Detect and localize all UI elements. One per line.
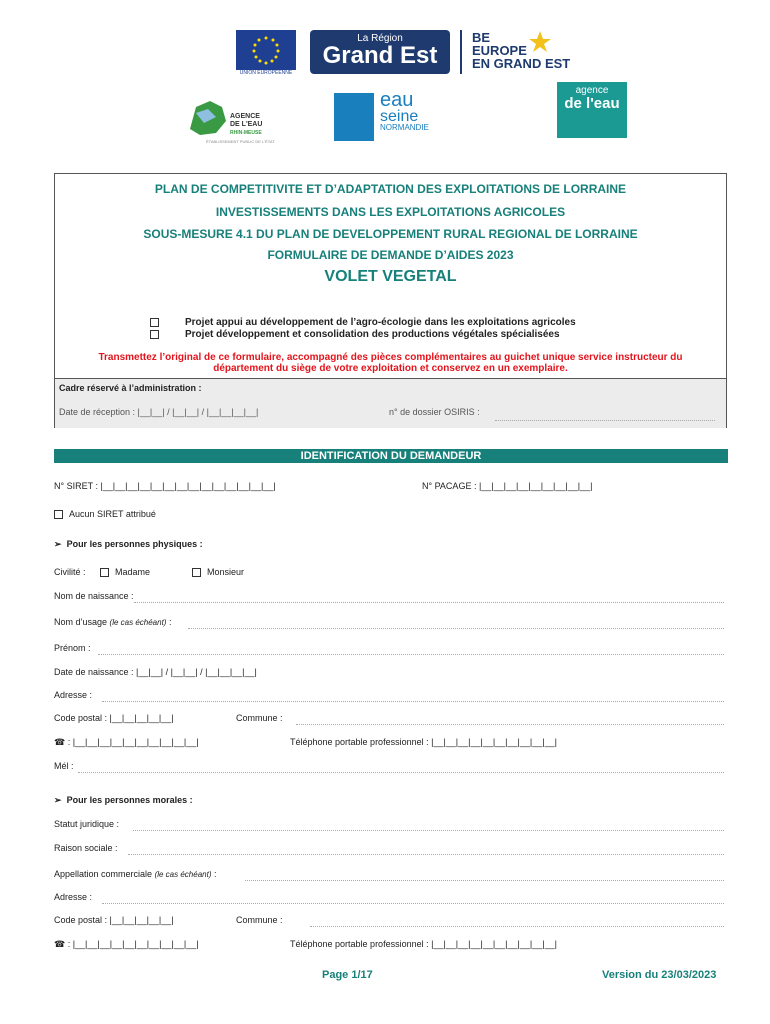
appellation-hint: (le cas échéant) xyxy=(154,870,212,879)
version-date: Version du 23/03/2023 xyxy=(602,969,717,981)
adresse-label: Adresse : xyxy=(54,690,93,700)
telephone-field[interactable]: ☎ : |__|__|__|__|__|__|__|__|__|__| xyxy=(54,737,199,747)
agence-eau-logo xyxy=(557,82,627,138)
monsieur-label: Monsieur xyxy=(207,567,245,577)
section-title: IDENTIFICATION DU DEMANDEUR xyxy=(54,449,728,463)
commune-input[interactable] xyxy=(296,723,724,725)
eau-seine-line: seine xyxy=(380,108,419,125)
grand-est-line1: La Région xyxy=(357,33,403,44)
monsieur-option[interactable] xyxy=(192,567,244,577)
telephone2-field[interactable]: ☎ : |__|__|__|__|__|__|__|__|__|__| xyxy=(54,939,199,949)
aucun-siret-option[interactable] xyxy=(54,509,156,519)
title-box xyxy=(54,173,727,428)
instruction-line-2: département du siège de votre exploitation et conservez en un exemplaire. xyxy=(213,363,568,374)
nom-naissance-label: Nom de naissance : xyxy=(54,591,134,601)
mel-input[interactable] xyxy=(78,771,724,773)
admin-date-reception: Date de réception : |__|__| / |__|__| / |__|__|__|__| xyxy=(59,407,259,417)
arrow-bullet-icon: ➢ xyxy=(54,539,62,549)
grand-est-line2: Grand Est xyxy=(322,42,438,69)
option-vegetales[interactable] xyxy=(150,329,560,340)
agence-eau-line: de l'eau xyxy=(564,95,620,112)
checkbox-icon[interactable] xyxy=(100,568,109,577)
logo-row xyxy=(0,0,770,150)
eu-flag-logo xyxy=(236,30,296,70)
raison-input[interactable] xyxy=(128,853,724,855)
commune2-label: Commune : xyxy=(236,915,283,925)
grand-est-logo xyxy=(310,30,450,74)
appellation-text: Appellation commerciale xyxy=(54,869,153,879)
civilite-label: Civilité : xyxy=(54,567,86,577)
checkbox-icon[interactable] xyxy=(150,318,159,327)
appellation-label: Appellation commerciale (le cas échéant) : xyxy=(54,869,217,879)
dossier-input-line[interactable] xyxy=(495,419,715,421)
option-agroecologie[interactable] xyxy=(150,317,576,328)
appellation-input[interactable] xyxy=(245,879,724,881)
eu-caption: UNION EUROPÉENNE xyxy=(239,70,293,76)
agence-rhin-sub: ÉTABLISSEMENT PUBLIC DE L'ÉTAT xyxy=(206,139,275,144)
title-line-3: SOUS-MESURE 4.1 DU PLAN DE DEVELOPPEMENT RURAL REGIONAL DE LORRAINE xyxy=(143,227,638,241)
admin-dossier-label: n° de dossier OSIRIS : xyxy=(389,407,480,417)
eau-seine-line: eau xyxy=(380,89,414,111)
date-naissance-field[interactable]: Date de naissance : |__|__| / |__|__| / |__|__|__|__| xyxy=(54,667,257,677)
checkbox-icon[interactable] xyxy=(150,330,159,339)
prenom-label: Prénom : xyxy=(54,643,91,653)
adresse2-input[interactable] xyxy=(102,902,724,904)
arrow-bullet-icon: ➢ xyxy=(54,795,62,805)
checkbox-icon[interactable] xyxy=(192,568,201,577)
agence-rhin-line: AGENCE xyxy=(230,113,260,120)
pacage-field[interactable]: N° PACAGE : |__|__|__|__|__|__|__|__|__| xyxy=(422,481,593,491)
nom-usage-label: Nom d’usage (le cas échéant) : xyxy=(54,617,172,627)
aucun-siret-label: Aucun SIRET attribué xyxy=(69,509,156,519)
commune-label: Commune : xyxy=(236,713,283,723)
madame-option[interactable] xyxy=(100,567,150,577)
be-europe-line: BE xyxy=(472,30,491,45)
agence-eau-line: agence xyxy=(575,85,609,96)
title-line-4: FORMULAIRE DE DEMANDE D’AIDES 2023 xyxy=(267,248,514,262)
siret-field[interactable]: N° SIRET : |__|__|__|__|__|__|__|__|__|__|__|__|__|__| xyxy=(54,481,276,491)
option-label: Projet développement et consolidation des productions végétales spécialisées xyxy=(185,329,560,340)
option-label: Projet appui au développement de l’agro-écologie dans les exploitations agricoles xyxy=(185,317,576,328)
agence-eau-rhin-meuse-logo xyxy=(182,95,292,147)
title-line-5: VOLET VEGETAL xyxy=(324,268,457,285)
nom-naissance-input[interactable] xyxy=(134,601,724,603)
mel-label: Mél : xyxy=(54,761,74,771)
title-line-1: PLAN DE COMPETITIVITE ET D’ADAPTATION DES EXPLOITATIONS DE LORRAINE xyxy=(154,182,627,196)
adresse2-label: Adresse : xyxy=(54,892,93,902)
be-europe-line: EUROPE xyxy=(472,43,527,58)
statut-label: Statut juridique : xyxy=(54,819,120,829)
nom-usage-text: Nom d’usage xyxy=(54,617,108,627)
agence-rhin-line: DE L'EAU xyxy=(230,121,263,128)
eau-seine-normandie-logo xyxy=(334,89,434,141)
physiques-heading-label: Pour les personnes physiques : xyxy=(66,539,203,549)
star-icon xyxy=(528,30,552,54)
instruction-line-1: Transmettez l’original de ce formulaire, accompagné des pièces complémentaires au guichet unique service instructeur du xyxy=(98,352,683,363)
code-postal-field[interactable]: Code postal : |__|__|__|__|__| xyxy=(54,713,174,723)
admin-heading: Cadre réservé à l’administration : xyxy=(59,383,202,393)
eau-seine-box xyxy=(334,93,374,141)
checkbox-icon[interactable] xyxy=(54,510,63,519)
agence-rhin-line: RHIN-MEUSE xyxy=(230,130,262,136)
morales-heading-label: Pour les personnes morales : xyxy=(66,795,193,805)
raison-label: Raison sociale : xyxy=(54,843,118,853)
title-line-2: INVESTISSEMENTS DANS LES EXPLOITATIONS AGRICOLES xyxy=(215,205,566,219)
page-number: Page 1/17 xyxy=(322,969,373,981)
be-europe-line: EN GRAND EST xyxy=(472,56,571,71)
physiques-heading xyxy=(54,539,203,550)
admin-box xyxy=(55,378,726,428)
code-postal2-field[interactable]: Code postal : |__|__|__|__|__| xyxy=(54,915,174,925)
france-map-icon xyxy=(182,99,228,137)
adresse-input[interactable] xyxy=(102,700,724,702)
telephone-pro-field[interactable]: Téléphone portable professionnel : |__|__|__|__|__|__|__|__|__|__| xyxy=(290,737,557,747)
morales-heading xyxy=(54,795,193,806)
telephone-pro2-field[interactable]: Téléphone portable professionnel : |__|__|__|__|__|__|__|__|__|__| xyxy=(290,939,557,949)
commune2-input[interactable] xyxy=(310,925,724,927)
nom-usage-input[interactable] xyxy=(188,627,724,629)
logo-separator xyxy=(460,30,462,74)
prenom-input[interactable] xyxy=(98,653,724,655)
nom-usage-hint: (le cas échéant) xyxy=(109,618,167,627)
be-europe-logo xyxy=(472,31,570,70)
statut-input[interactable] xyxy=(133,829,724,831)
madame-label: Madame xyxy=(115,567,151,577)
eau-seine-line: NORMANDIE xyxy=(380,123,429,132)
